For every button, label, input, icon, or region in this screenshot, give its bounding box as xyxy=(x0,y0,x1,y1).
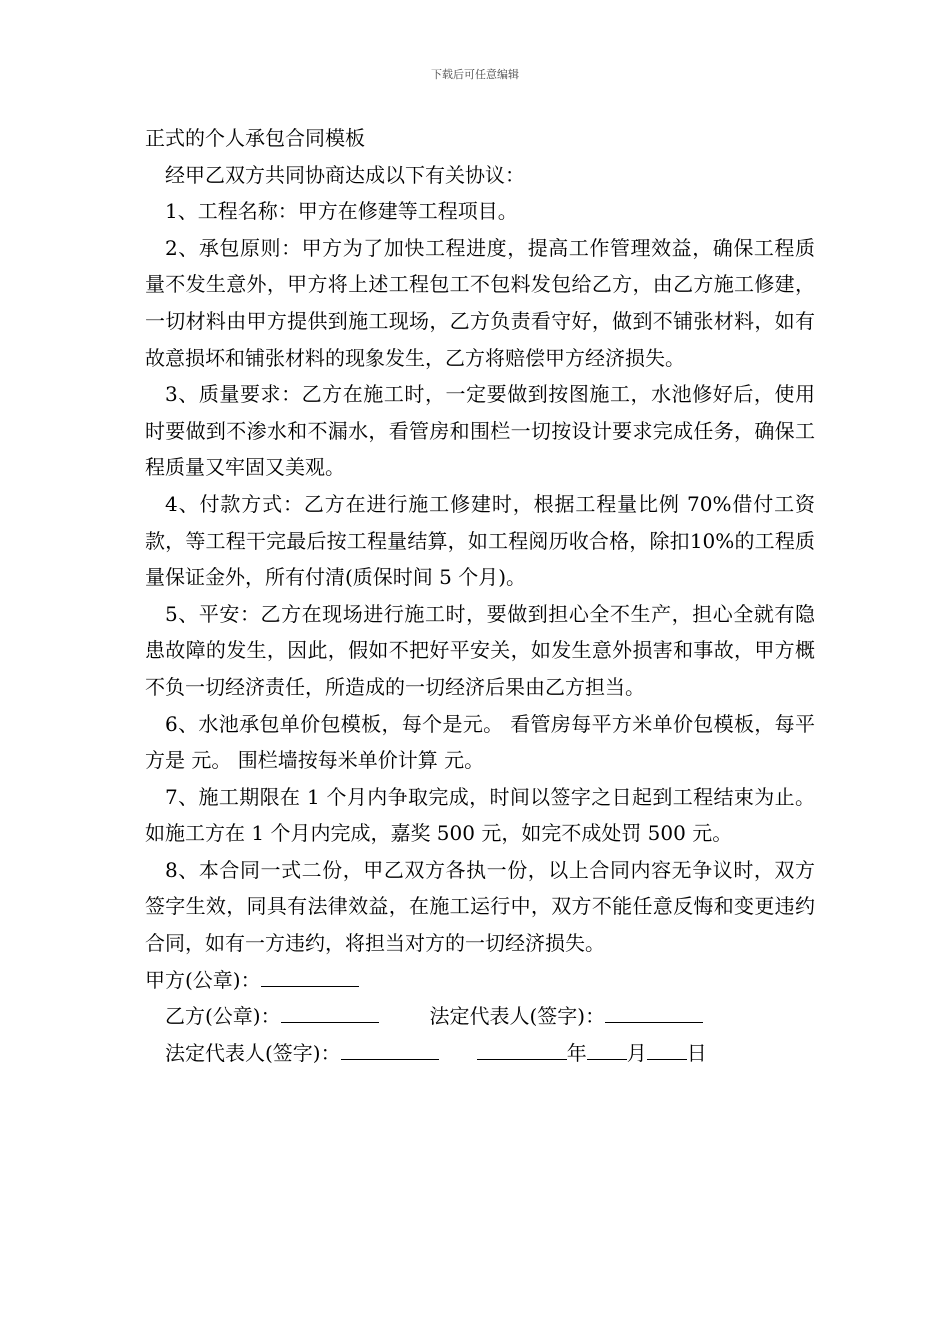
legal-rep-2-sign-blank xyxy=(341,1037,439,1060)
page-header-note: 下载后可任意编辑 xyxy=(431,68,519,81)
document-title: 正式的个人承包合同模板 xyxy=(145,126,365,150)
year-blank xyxy=(477,1037,567,1060)
legal-rep-1-sign-blank xyxy=(605,1000,703,1023)
clause-4: 4、付款方式：乙方在进行施工修建时，根据工程量比例 70%借付工资款，等工程干完最后按工程量结算，如工程阅历收合格，除扣10%的工程质量保证金外，所有付清(质保时间 5 个月)。 xyxy=(145,491,815,590)
clause-3: 3、质量要求：乙方在施工时，一定要做到按图施工，水池修好后，使用时要做到不渗水和不漏水，看管房和围栏一切按设计要求完成任务，确保工程质量又牢固又美观。 xyxy=(145,382,815,480)
party-b-seal-blank xyxy=(281,1000,379,1023)
document-intro: 经甲乙双方共同协商达成以下有关协议： xyxy=(165,162,525,187)
month-label: 月 xyxy=(626,1040,647,1065)
legal-rep-2-label: 法定代表人(签字)： xyxy=(165,1040,341,1065)
document-body xyxy=(145,120,815,1071)
clause-2: 2、承包原则：甲方为了加快工程进度，提高工作管理效益，确保工程质量不发生意外，甲方将上述工程包工不包料发包给乙方，由乙方施工修建，一切材料由甲方提供到施工现场，乙方负责看守好，做到不铺张材料，如有故意损坏和铺张材料的现象发生，乙方将赔偿甲方经济损失。 xyxy=(145,235,815,370)
clause-7: 7、施工期限在 1 个月内争取完成，时间以签字之日起到工程结束为止。如施工方在 1 个月内完成，嘉奖 500 元，如完不成处罚 500 元。 xyxy=(145,784,815,846)
legal-rep-1-label: 法定代表人(签字)： xyxy=(429,1004,606,1029)
party-a-seal-blank xyxy=(261,964,359,987)
party-b-label: 乙方(公章)： xyxy=(165,1004,281,1029)
year-label: 年 xyxy=(566,1040,587,1065)
month-blank xyxy=(587,1037,627,1060)
clause-1: 1、工程名称：甲方在修建等工程项目。 xyxy=(165,199,518,224)
party-a-label: 甲方(公章)： xyxy=(145,967,261,992)
clause-6: 6、水池承包单价包模板，每个是元。 看管房每平方米单价包模板，每平方是 元。 围栏墙按每米单价计算 元。 xyxy=(145,711,815,773)
signature-party-b-row xyxy=(145,998,815,1035)
clause-8: 8、本合同一式二份，甲乙双方各执一份，以上合同内容无争议时，双方签字生效，同具有法律效益，在施工运行中，双方不能任意反悔和变更违约合同，如有一方违约，将担当对方的一切经济损失。 xyxy=(145,857,815,956)
signature-date-row xyxy=(145,1035,815,1072)
day-label: 日 xyxy=(686,1040,707,1065)
day-blank xyxy=(647,1037,687,1060)
clause-5: 5、平安：乙方在现场进行施工时，要做到担心全不生产，担心全就有隐患故障的发生，因此，假如不把好平安关，如发生意外损害和事故，甲方概不负一切经济责任，所造成的一切经济后果由乙方担当。 xyxy=(145,601,815,699)
signature-party-a-row xyxy=(145,962,815,999)
